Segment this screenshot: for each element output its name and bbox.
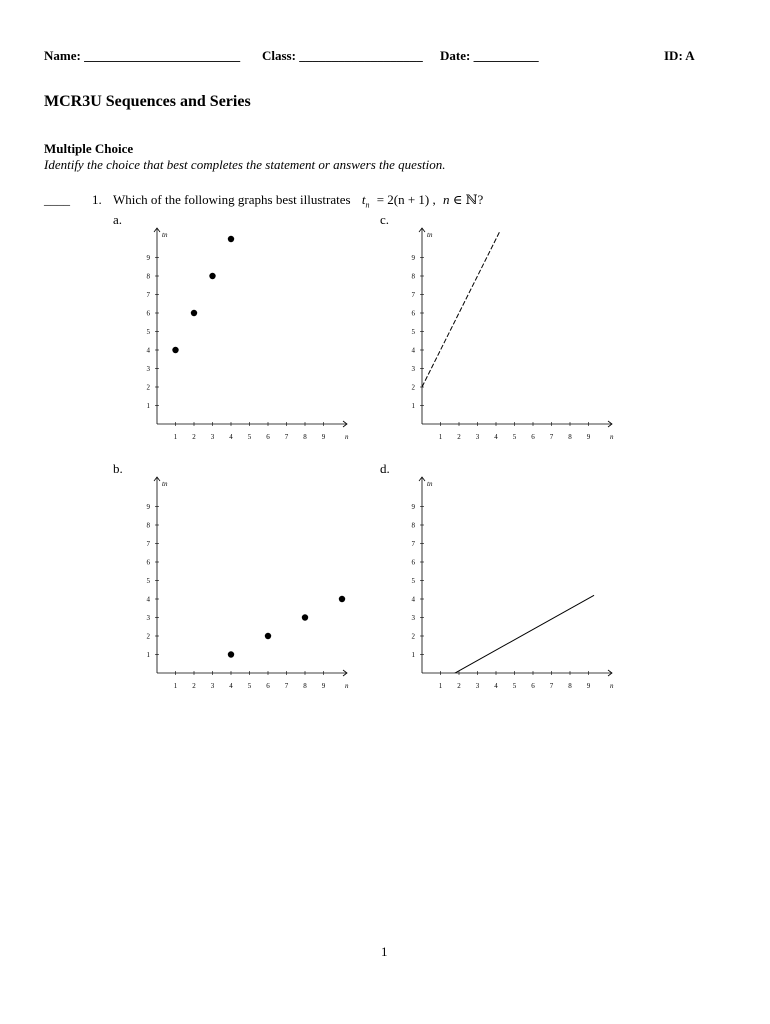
x-tick-label: 5 [512,682,517,690]
y-tick-label: 2 [411,383,415,392]
data-line [422,232,500,387]
option-c-label: c. [380,212,390,227]
y-tick-label: 7 [411,291,415,299]
page-title: MCR3U Sequences and Series [44,93,251,110]
question-text [113,192,483,210]
x-tick-label: 7 [284,682,289,690]
y-tick-label: 8 [411,521,415,530]
data-point [265,633,271,639]
y-tick-label: 3 [411,365,415,373]
graph-b [135,473,360,695]
x-tick-label: 2 [192,682,196,690]
y-tick-label: 3 [146,614,150,622]
answer-blank[interactable]: ____ [44,192,70,207]
y-tick-label: 9 [411,254,415,262]
x-tick-label: 7 [284,433,289,441]
x-tick-label: 8 [568,433,572,441]
data-point [209,273,215,279]
formula-t: t [361,192,366,207]
x-tick-label: 3 [475,682,480,690]
x-tick-label: 6 [266,682,270,690]
data-point [228,651,234,657]
class-field[interactable]: Class: ___________________ [262,48,423,63]
formula-n: n [443,192,450,207]
y-tick-label: 9 [146,254,150,262]
x-tick-label: 7 [549,433,554,441]
x-tick-label: 4 [494,682,498,690]
name-field[interactable]: Name: ________________________ [44,48,241,63]
y-tick-label: 1 [146,651,150,659]
x-tick-label: 1 [173,682,178,690]
y-axis-label: tn [162,231,168,239]
y-tick-label: 5 [411,328,415,336]
page-number: 1 [381,944,388,959]
y-tick-label: 2 [146,632,150,641]
x-tick-label: 2 [192,433,196,441]
y-tick-label: 4 [411,595,415,604]
x-tick-label: 9 [321,682,326,690]
y-tick-label: 7 [146,540,150,548]
y-axis-label: tn [427,480,433,488]
formula-subscript: n [365,200,370,210]
x-tick-label: 6 [266,433,270,441]
x-tick-label: 9 [586,433,591,441]
graph-d [400,473,625,695]
y-axis-label: tn [162,480,168,488]
y-tick-label: 8 [411,272,415,281]
graph-c [400,224,625,446]
x-axis-label: n [610,682,614,690]
x-tick-label: 4 [229,682,233,690]
y-tick-label: 7 [146,291,150,299]
question-stem: Which of the following graphs best illustrates [113,192,351,207]
question-number: 1. [92,192,102,207]
data-point [302,614,308,620]
x-tick-label: 8 [303,682,307,690]
y-tick-label: 7 [411,540,415,548]
x-tick-label: 5 [512,433,517,441]
y-tick-label: 6 [411,558,415,567]
y-tick-label: 3 [146,365,150,373]
x-axis-label: n [610,433,614,441]
y-tick-label: 4 [146,346,150,355]
y-tick-label: 5 [146,328,150,336]
y-tick-label: 4 [411,346,415,355]
x-tick-label: 7 [549,682,554,690]
y-tick-label: 9 [411,503,415,511]
y-tick-label: 9 [146,503,150,511]
x-tick-label: 2 [457,433,461,441]
y-tick-label: 6 [146,309,150,318]
data-point [228,236,234,242]
data-point [339,596,345,602]
graph-a [135,224,360,446]
y-tick-label: 8 [146,521,150,530]
formula-tail: ∈ ℕ? [452,192,484,207]
x-tick-label: 3 [210,433,215,441]
x-tick-label: 9 [321,433,326,441]
data-point [172,347,178,353]
y-tick-label: 6 [411,309,415,318]
y-tick-label: 5 [411,577,415,585]
x-tick-label: 8 [303,433,307,441]
x-tick-label: 3 [475,433,480,441]
x-tick-label: 4 [229,433,233,441]
y-axis-label: tn [427,231,433,239]
x-tick-label: 2 [457,682,461,690]
x-tick-label: 8 [568,682,572,690]
option-a-label: a. [113,212,123,227]
y-tick-label: 4 [146,595,150,604]
section-heading: Multiple Choice [44,141,134,156]
y-tick-label: 3 [411,614,415,622]
x-tick-label: 1 [438,433,443,441]
data-point [191,310,197,316]
formula-body: = 2(n + 1) , [376,192,436,207]
x-tick-label: 5 [247,682,252,690]
x-tick-label: 5 [247,433,252,441]
x-axis-label: n [345,682,349,690]
x-tick-label: 6 [531,433,535,441]
data-line [422,595,594,691]
y-tick-label: 1 [411,402,415,410]
y-tick-label: 1 [411,651,415,659]
y-tick-label: 2 [146,383,150,392]
x-tick-label: 6 [531,682,535,690]
y-tick-label: 2 [411,632,415,641]
x-tick-label: 1 [438,682,443,690]
x-tick-label: 9 [586,682,591,690]
y-tick-label: 6 [146,558,150,567]
y-tick-label: 1 [146,402,150,410]
id-label: ID: A [664,48,695,63]
y-tick-label: 8 [146,272,150,281]
x-tick-label: 3 [210,682,215,690]
option-d-label: d. [380,461,390,476]
y-tick-label: 5 [146,577,150,585]
x-axis-label: n [345,433,349,441]
option-b-label: b. [113,461,123,476]
x-tick-label: 4 [494,433,498,441]
date-field[interactable]: Date: __________ [440,48,539,63]
x-tick-label: 1 [173,433,178,441]
section-instructions: Identify the choice that best completes the statement or answers the question. [44,157,446,172]
